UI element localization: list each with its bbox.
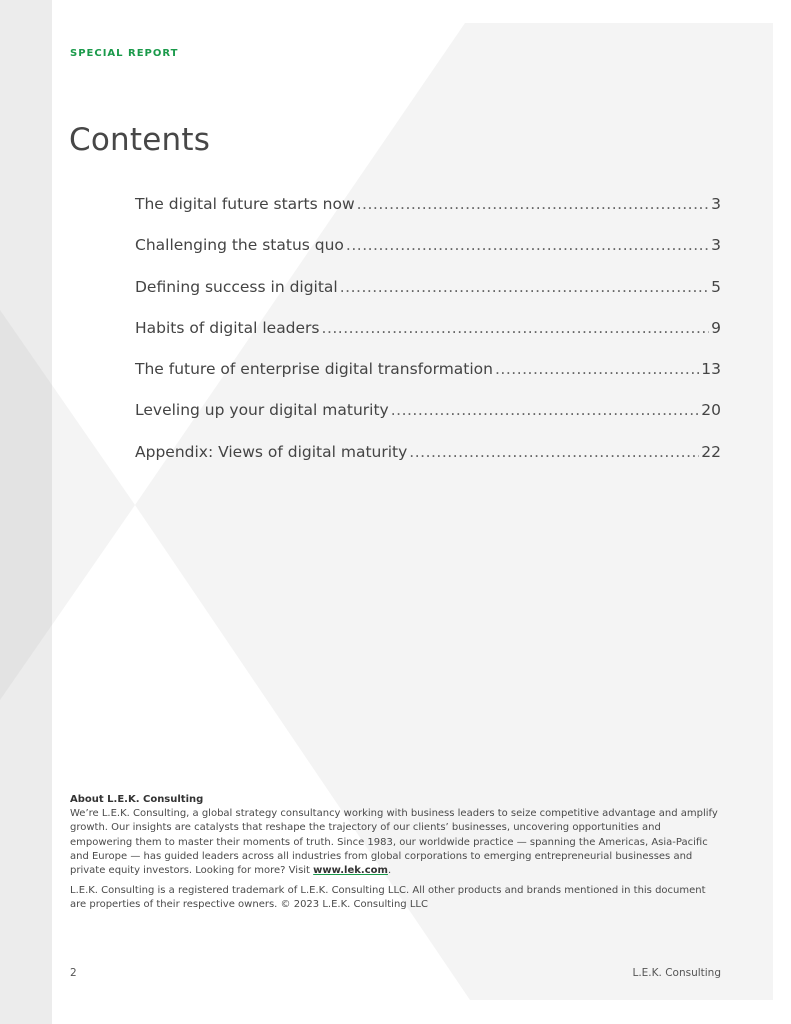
about-section [70, 793, 722, 913]
table-of-contents [135, 195, 721, 484]
toc-item-label: Habits of digital leaders [135, 318, 320, 337]
toc-item-page: 20 [701, 401, 721, 420]
toc-item[interactable] [135, 236, 721, 277]
toc-item[interactable] [135, 278, 721, 319]
toc-leader-dots [495, 360, 699, 378]
toc-item-label: Challenging the status quo [135, 236, 344, 255]
toc-leader-dots [340, 278, 709, 296]
toc-item[interactable] [135, 319, 721, 360]
page-title: Contents [69, 122, 211, 158]
toc-item-label: The future of enterprise digital transformation [135, 360, 493, 379]
toc-item-label: Defining success in digital [135, 277, 338, 296]
toc-item[interactable] [135, 401, 721, 442]
toc-item-label: Appendix: Views of digital maturity [135, 442, 408, 461]
toc-item[interactable] [135, 195, 721, 236]
lek-website-link[interactable]: www.lek.com [313, 865, 388, 877]
toc-item-page: 3 [711, 236, 721, 255]
section-eyebrow: SPECIAL REPORT [70, 48, 179, 59]
toc-leader-dots [391, 401, 700, 419]
about-body-suffix: . [387, 865, 392, 877]
page-number: 2 [70, 967, 77, 979]
toc-leader-dots [409, 443, 699, 461]
toc-item[interactable] [135, 443, 721, 484]
toc-item-page: 5 [711, 277, 721, 296]
toc-leader-dots [322, 319, 710, 337]
toc-item-page: 13 [701, 360, 721, 379]
toc-item-label: Leveling up your digital maturity [135, 401, 389, 420]
toc-leader-dots [346, 236, 709, 254]
about-title: About L.E.K. Consulting [70, 794, 204, 805]
about-body [70, 807, 722, 878]
toc-item-page: 3 [711, 195, 721, 213]
toc-item-label: The digital future starts now [135, 195, 355, 213]
footer-brand: L.E.K. Consulting [632, 967, 721, 979]
about-body-text: We’re L.E.K. Consulting, a global strategy consultancy working with business leaders to seize competitive advantage and amplify growth. Our insights are catalysts that reshape the trajectory of our clients’ businesses, uncovering opportunities and empowering them to master their moments of truth. Since 1983, our worldwide practice — spanning the Americas, Asia-Pacific and Europe — has guided leaders across all industries from global corporations to emerging entrepreneurial businesses and private equity investors. Looking for more? Visit [70, 808, 718, 877]
toc-item-page: 22 [701, 442, 721, 461]
trademark-notice: L.E.K. Consulting is a registered trademark of L.E.K. Consulting LLC. All other products and brands mentioned in this document are properties of their respective owners. © 2023 L.E.K. Consulting LLC [70, 885, 706, 911]
toc-item[interactable] [135, 360, 721, 401]
toc-item-page: 9 [711, 318, 721, 337]
toc-leader-dots [357, 195, 710, 213]
